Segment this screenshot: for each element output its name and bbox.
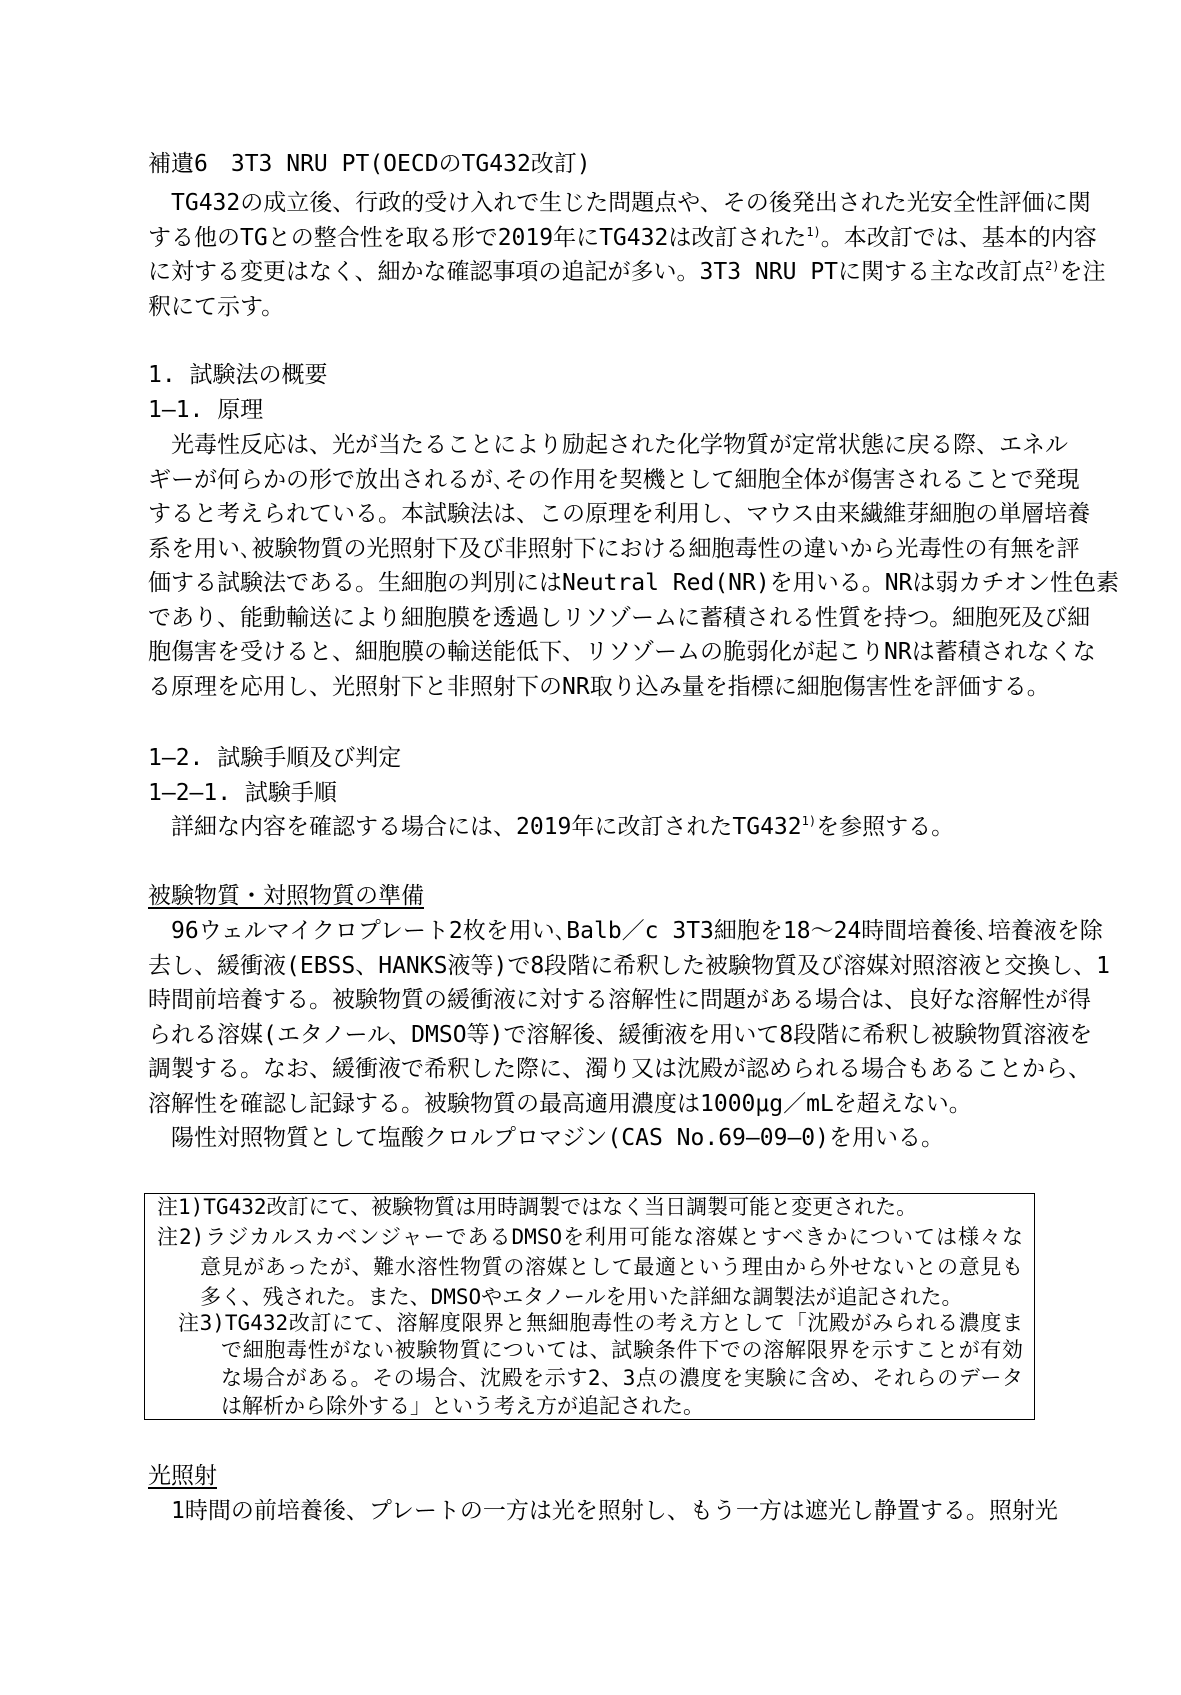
text: に対する変更はなく、細かな確認事項の追記が多い。3T3 NRU PTに関する主な改訂点 bbox=[148, 259, 1046, 285]
body-line: 去し、緩衝液(EBSS、HANKS液等)で8段階に希釈した被験物質及び溶媒対照溶液と交換し、1 bbox=[148, 953, 1111, 979]
heading-row bbox=[148, 881, 1032, 911]
body-line: る原理を応用し、光照射下と非照射下のNR取り込み量を指標に細胞傷害性を評価する。 bbox=[148, 674, 1050, 700]
text: 詳細な内容を確認する場合には、2019年に改訂されたTG432 bbox=[148, 814, 802, 840]
text: を参照する。 bbox=[816, 814, 955, 840]
text: を注 bbox=[1059, 259, 1106, 285]
body-line: 陽性対照物質として塩酸クロルプロマジン(CAS No.69—09—0)を用いる。 bbox=[148, 1125, 944, 1151]
section-heading: 1. 試験法の概要 bbox=[148, 362, 328, 388]
intro-line: TG432の成立後、行政的受け入れで生じた問題点や、その後発出された光安全性評価に関 bbox=[148, 190, 1091, 216]
subsection-heading: 1—1. 原理 bbox=[148, 397, 264, 423]
subsection-heading: 1—2. 試験手順及び判定 bbox=[148, 745, 402, 771]
footnote-line: 注3)TG432改訂にて、溶解度限界と無細胞毒性の考え方として「沈殿がみられる濃度ま bbox=[178, 1311, 1023, 1335]
body-line: すると考えられている。本試験法は、この原理を利用し、マウス由来繊維芽細胞の単層培養 bbox=[148, 501, 1091, 527]
body-line: られる溶媒(エタノール、DMSO等)で溶解後、緩衝液を用いて8段階に希釈し被験物質溶液を bbox=[148, 1022, 1093, 1048]
text: 。本改訂では、基本的内容 bbox=[820, 225, 1097, 251]
body-line: 1時間の前培養後、プレートの一方は光を照射し、もう一方は遮光し静置する。照射光 bbox=[148, 1498, 1058, 1524]
body-line: 調製する。なお、緩衝液で希釈した際に、濁り又は沈殿が認められる場合もあることから、 bbox=[148, 1056, 1091, 1082]
intro-line bbox=[148, 223, 1097, 253]
intro-line bbox=[148, 257, 1106, 287]
body-line: であり、能動輸送により細胞膜を透過しリソゾームに蓄積される性質を持つ。細胞死及び細 bbox=[148, 605, 1091, 631]
body-line: 時間前培養する。被験物質の緩衝液に対する溶解性に問題がある場合は、良好な溶解性が得 bbox=[148, 987, 1091, 1013]
body-line: 光毒性反応は、光が当たることにより励起された化学物質が定常状態に戻る際、エネル bbox=[148, 432, 1068, 458]
footnote-line: 注2)ラジカルスカベンジャーであるDMSOを利用可能な溶媒とすべきかについては様々な bbox=[157, 1225, 1023, 1249]
footnote-ref: 1) bbox=[806, 225, 821, 239]
footnote-line: で細胞毒性がない被験物質については、試験条件下での溶解限界を示すことが有効 bbox=[221, 1338, 1023, 1362]
footnotes-box bbox=[144, 1193, 1035, 1420]
body-line: 96ウェルマイクロプレート2枚を用い､Balb／c 3T3細胞を18～24時間培養後､培養液を除 bbox=[148, 918, 1103, 944]
body-line: ギーが何らかの形で放出されるが､その作用を契機として細胞全体が傷害されることで発現 bbox=[148, 467, 1080, 493]
footnote-line: 意見があったが、難水溶性物質の溶媒として最適という理由から外せないとの意見も bbox=[200, 1255, 1023, 1279]
footnote-line: 注1)TG432改訂にて、被験物質は用時調製ではなく当日調製可能と変更された。 bbox=[157, 1195, 918, 1219]
subsection-heading: 1—2—1. 試験手順 bbox=[148, 780, 337, 806]
document-title: 補遺6 3T3 NRU PT(OECDのTG432改訂) bbox=[148, 151, 591, 177]
heading-row bbox=[148, 1461, 1032, 1491]
footnote-ref: 1) bbox=[801, 814, 817, 828]
underlined-heading: 被験物質・対照物質の準備 bbox=[148, 883, 424, 909]
body-line bbox=[148, 812, 1032, 842]
underlined-heading: 光照射 bbox=[148, 1463, 217, 1489]
intro-line: 釈にて示す。 bbox=[148, 294, 285, 320]
body-line: 系を用い､被験物質の光照射下及び非照射下における細胞毒性の違いから光毒性の有無を評 bbox=[148, 536, 1080, 562]
footnote-line: な場合がある。その場合、沈殿を示す2、3点の濃度を実験に含め、それらのデータ bbox=[221, 1366, 1023, 1390]
text: する他のTGとの整合性を取る形で2019年にTG432は改訂された bbox=[148, 225, 807, 251]
body-line: 溶解性を確認し記録する。被験物質の最高適用濃度は1000μg／mLを超えない。 bbox=[148, 1091, 972, 1117]
body-line: 胞傷害を受けると、細胞膜の輸送能低下、リソゾームの脆弱化が起こりNRは蓄積されなくな bbox=[148, 639, 1096, 665]
footnote-ref: 2) bbox=[1045, 259, 1060, 273]
footnote-line: 多く、残された。また、DMSOやエタノールを用いた詳細な調製法が追記された。 bbox=[200, 1285, 963, 1309]
body-line: 価する試験法である。生細胞の判別にはNeutral Red(NR)を用いる。NRは弱カチオン性色素 bbox=[148, 570, 1119, 596]
footnote-line: は解析から除外する」という考え方が追記された。 bbox=[221, 1394, 704, 1418]
